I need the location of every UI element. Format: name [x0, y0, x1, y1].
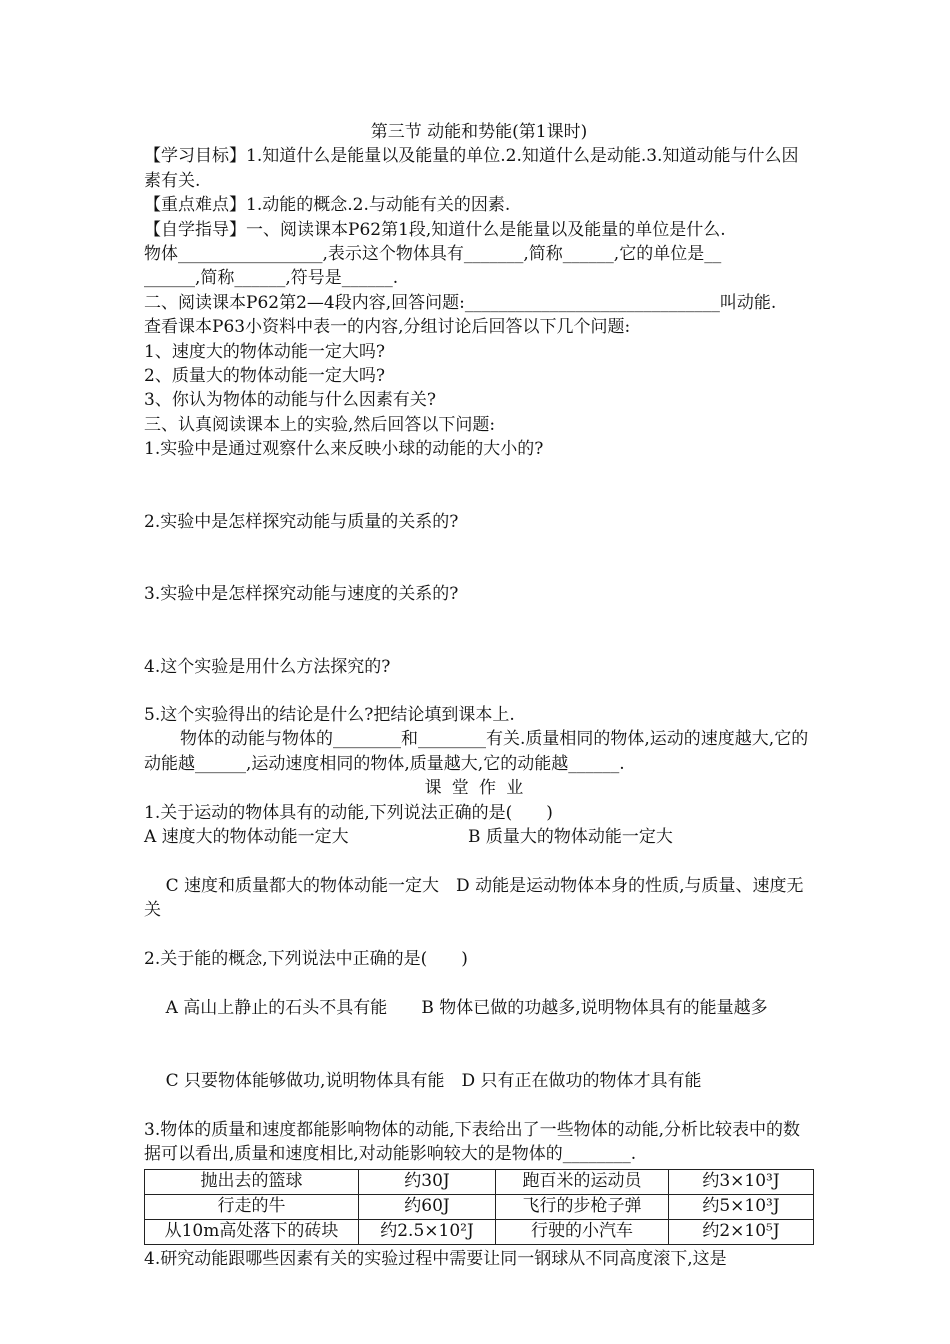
fill-blank-line-2: ______,简称______,符号是______.: [144, 268, 399, 289]
conclusion-text: 物体的动能与物体的________和________有关.质量相同的物体,运动的速度越大,它的动能越______,运动速度相同的物体,质量越大,它的动能越______.: [144, 729, 809, 774]
table-row: [145, 1219, 814, 1244]
self-study-guide-3: 三、认真阅读课本上的实验,然后回答以下问题:: [144, 414, 496, 435]
self-study-guide-1: 【自学指导】一、阅读课本P62第1段,知道什么是能量以及能量的单位是什么.: [144, 219, 726, 240]
experiment-question-3: 3.实验中是怎样探究动能与速度的关系的?: [144, 584, 459, 605]
self-study-guide-2: 二、阅读课本P62第2—4段内容,回答问题:______________________________叫动能.: [144, 292, 777, 313]
hw2-options-row-1: [144, 971, 814, 1044]
question-1: 1、速度大的物体动能一定大吗?: [144, 341, 385, 362]
table-cell: 抛出去的篮球: [145, 1169, 359, 1194]
answer-space: [144, 534, 814, 582]
table-cell: 跑百米的运动员: [496, 1169, 669, 1194]
table-cell: 从10m高处落下的砖块: [145, 1219, 359, 1244]
answer-space: [144, 679, 814, 703]
hw1-options-row-2: [144, 849, 814, 947]
hw2-option-b: B 物体已做的功越多,说明物体具有的能量越多: [421, 997, 768, 1018]
page-title: 第三节 动能和势能(第1课时): [370, 122, 588, 142]
key-points: 【重点难点】1.动能的概念.2.与动能有关的因素.: [144, 195, 511, 216]
answer-space: [144, 607, 814, 655]
table-cell: 飞行的步枪子弹: [496, 1194, 669, 1219]
hw2-option-c: C 只要物体能够做功,说明物体具有能: [165, 1071, 445, 1091]
question-3: 3、你认为物体的动能与什么因素有关?: [144, 390, 436, 411]
hw2-options-row-2: [144, 1045, 814, 1118]
table-cell: 行走的牛: [145, 1194, 359, 1219]
hw1-option-d: D 动能是运动物体本身的性质,与质量、速度无关: [144, 875, 804, 921]
table-cell: 约60J: [359, 1194, 496, 1219]
homework-question-1: 1.关于运动的物体具有的动能,下列说法正确的是( ): [144, 802, 553, 823]
conclusion-paragraph: [144, 727, 814, 776]
table-cell: 约5×10³J: [669, 1194, 814, 1219]
hw1-option-b: B 质量大的物体动能一定大: [468, 826, 673, 847]
experiment-question-4: 4.这个实验是用什么方法探究的?: [144, 656, 391, 677]
table-row: [145, 1169, 814, 1194]
answer-space: [144, 462, 814, 510]
homework-question-4: 4.研究动能跟哪些因素有关的实验过程中需要让同一钢球从不同高度滚下,这是: [144, 1248, 727, 1269]
homework-question-3: 3.物体的质量和速度都能影响物体的动能,下表给出了一些物体的动能,分析比较表中的数据可以看出,质量和速度相比,对动能影响较大的是物体的________.: [144, 1119, 801, 1165]
hw2-option-a: A 高山上静止的石头不具有能: [165, 997, 388, 1018]
hw1-option-a: A 速度大的物体动能一定大: [144, 826, 349, 847]
experiment-question-2: 2.实验中是怎样探究动能与质量的关系的?: [144, 511, 459, 532]
table-cell: 行驶的小汽车: [496, 1219, 669, 1244]
experiment-question-1: 1.实验中是通过观察什么来反映小球的动能的大小的?: [144, 439, 544, 460]
homework-question-2: 2.关于能的概念,下列说法中正确的是( ): [144, 948, 468, 969]
table-cell: 约30J: [359, 1169, 496, 1194]
table-row: [145, 1194, 814, 1219]
table-cell: 约2.5×10²J: [359, 1219, 496, 1244]
experiment-question-5: 5.这个实验得出的结论是什么?把结论填到课本上.: [144, 704, 515, 725]
kinetic-energy-table: [144, 1169, 814, 1245]
table-cell: 约2×10⁵J: [669, 1219, 814, 1244]
fill-blank-line-1: 物体_________________,表示这个物体具有_______,简称______,它的单位是__: [144, 244, 722, 265]
question-2: 2、质量大的物体动能一定大吗?: [144, 366, 385, 387]
self-study-guide-2b: 查看课本P63小资料中表一的内容,分组讨论后回答以下几个问题:: [144, 317, 631, 338]
hw2-option-d: D 只有正在做功的物体才具有能: [461, 1071, 702, 1091]
learning-goals: 【学习目标】1.知道什么是能量以及能量的单位.2.知道什么是动能.3.知道动能与什么因素有关.: [144, 146, 799, 191]
document-page: [144, 120, 814, 1271]
table-cell: 约3×10³J: [669, 1169, 814, 1194]
hw1-options-row-1: [144, 825, 814, 849]
homework-title: 课堂作业: [424, 778, 534, 799]
hw1-option-c: C 速度和质量都大的物体动能一定大: [165, 875, 440, 896]
